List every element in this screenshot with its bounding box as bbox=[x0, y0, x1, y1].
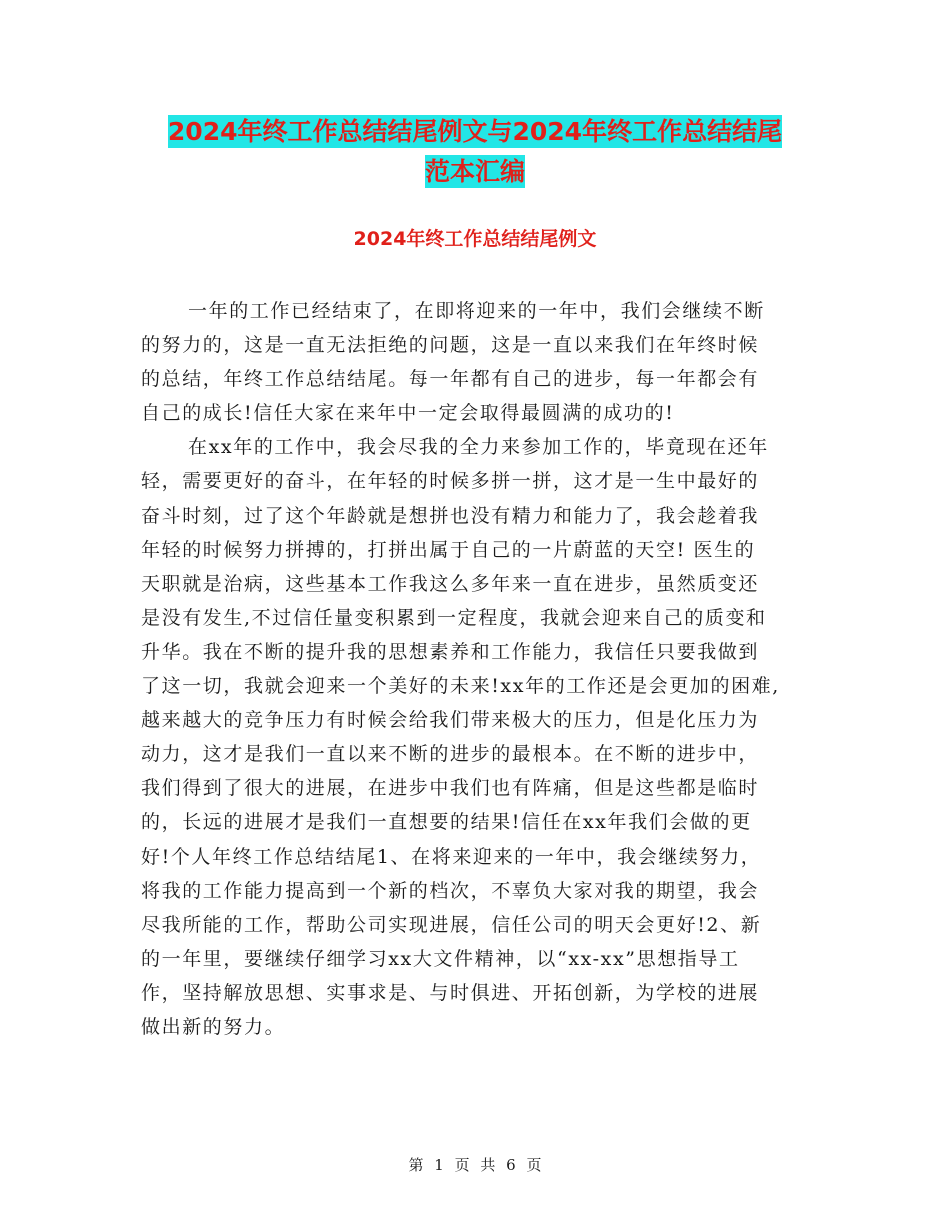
text-line: 的，长远的进展才是我们一直想要的结果!信任在xx年我们会做的更 bbox=[141, 811, 752, 834]
text-line: 天职就是治病，这些基本工作我这么多年来一直在进步，虽然质变还 bbox=[141, 572, 760, 595]
text-line: 动力，这才是我们一直以来不断的进步的最根本。在不断的进步中， bbox=[141, 743, 760, 766]
text-line: 做出新的努力。 bbox=[141, 1015, 286, 1038]
text-line: 尽我所能的工作，帮助公司实现进展，信任公司的明天会更好!2、新 bbox=[141, 913, 762, 936]
text-line: 在xx年的工作中，我会尽我的全力来参加工作的，毕竟现在还年 bbox=[188, 436, 769, 459]
text-line: 奋斗时刻，过了这个年龄就是想拼也没有精力和能力了，我会趁着我 bbox=[141, 504, 760, 527]
text-line: 好!个人年终工作总结结尾1、在将来迎来的一年中，我会继续努力， bbox=[141, 845, 762, 868]
text-line: 将我的工作能力提高到一个新的档次，不辜负大家对我的期望，我会 bbox=[141, 879, 760, 902]
title-line-1: 2024年终工作总结结尾例文与2024年终工作总结结尾 bbox=[167, 117, 783, 146]
text-line: 了这一切，我就会迎来一个美好的未来!xx年的工作还是会更加的困难, bbox=[141, 675, 780, 698]
text-line: 自己的成长!信任大家在来年中一定会取得最圆满的成功的! bbox=[141, 402, 675, 425]
text-line: 的努力的，这是一直无法拒绝的问题，这是一直以来我们在年终时候 bbox=[141, 334, 760, 357]
page-footer: 第 1 页 共 6 页 bbox=[408, 1156, 542, 1174]
document-body bbox=[141, 294, 811, 1044]
text-line: 是没有发生,不过信任量变积累到一定程度，我就会迎来自己的质变和 bbox=[141, 606, 767, 629]
text-line: 的总结，年终工作总结结尾。每一年都有自己的进步，每一年都会有 bbox=[141, 368, 760, 391]
text-line: 年轻的时候努力拼搏的，打拼出属于自己的一片蔚蓝的天空! 医生的 bbox=[141, 538, 756, 561]
text-line: 我们得到了很大的进展，在进步中我们也有阵痛，但是这些都是临时 bbox=[141, 777, 760, 800]
title-line-2: 范本汇编 bbox=[424, 157, 525, 186]
document-title bbox=[0, 112, 950, 192]
text-line: 的一年里，要继续仔细学习xx大文件精神，以“xx-xx”思想指导工 bbox=[141, 947, 740, 970]
text-line: 作，坚持解放思想、实事求是、与时俱进、开拓创新，为学校的进展 bbox=[141, 981, 760, 1004]
text-line: 一年的工作已经结束了，在即将迎来的一年中，我们会继续不断 bbox=[188, 300, 765, 322]
paragraph-1 bbox=[141, 294, 811, 430]
text-line: 升华。我在不断的提升我的思想素养和工作能力，我信任只要我做到 bbox=[141, 640, 760, 663]
section-title: 2024年终工作总结结尾例文 bbox=[353, 228, 597, 250]
text-line: 越来越大的竞争压力有时候会给我们带来极大的压力，但是化压力为 bbox=[141, 709, 760, 732]
paragraph-2 bbox=[141, 430, 811, 1044]
text-line: 轻，需要更好的奋斗，在年轻的时候多拼一拼，这才是一生中最好的 bbox=[141, 470, 760, 493]
